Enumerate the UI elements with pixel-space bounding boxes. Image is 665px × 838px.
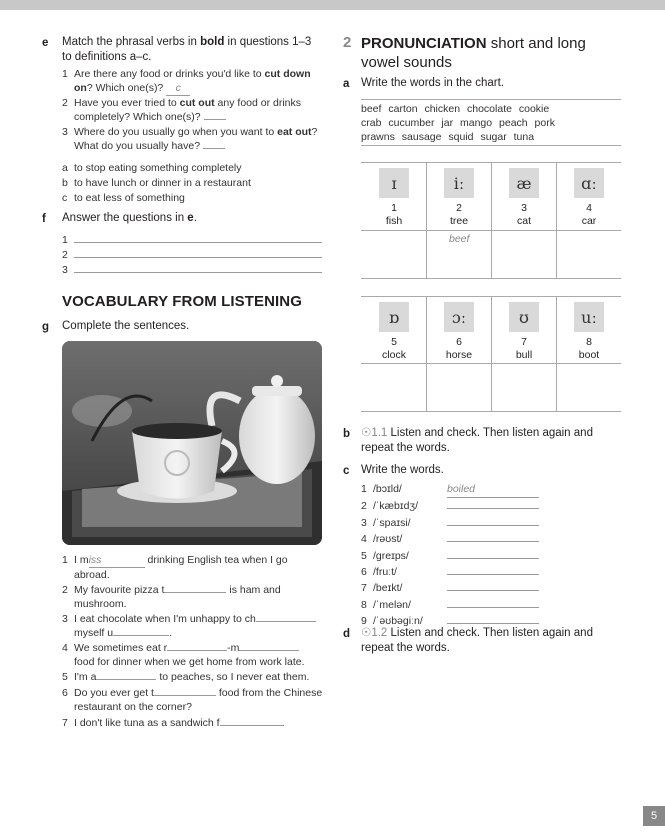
sentence-text: mushroom. (74, 598, 127, 610)
answer-blank[interactable] (203, 148, 225, 149)
horse-icon (444, 302, 474, 332)
answer-blank[interactable] (447, 580, 539, 591)
cell-word: boot (578, 349, 600, 361)
section-subtitle: vowel sounds (361, 54, 452, 71)
tree-icon (444, 168, 474, 198)
exercise-a-instruction: Write the words in the chart. (361, 77, 504, 89)
phoneme-glyph: iː (453, 173, 465, 193)
section-number: 2 (343, 34, 352, 51)
cell-number: 4 (586, 202, 592, 214)
line-number: 3 (62, 264, 68, 276)
chart-cell-3 (492, 202, 556, 228)
instruction-text: Listen and check. Then listen again and (387, 427, 593, 439)
car-icon (574, 168, 604, 198)
question-1 (62, 67, 327, 96)
track-number: 1.2 (371, 627, 388, 639)
item-number: 3 (361, 516, 367, 529)
sentence-2 (62, 583, 324, 611)
chart-cell-1 (362, 202, 426, 228)
item-number: 9 (361, 615, 367, 628)
ipa-text: /ˈmelən/ (373, 598, 411, 611)
answer-blank[interactable]: iss (89, 553, 145, 568)
clock-icon (379, 302, 409, 332)
phrasal-verb: cut down (264, 68, 311, 80)
answer-blank[interactable] (447, 498, 539, 509)
sentence-6 (62, 686, 324, 714)
word: jar (441, 117, 454, 129)
definition-text: to eat less of something (74, 192, 185, 204)
phoneme-glyph: ɑː (581, 173, 597, 193)
sentence-5 (62, 670, 324, 684)
ipa-text: /bɔɪld/ (373, 483, 402, 495)
instruction-text: . (193, 212, 197, 224)
phoneme-glyph: ɪ (391, 173, 397, 193)
chart-bottom-border (361, 278, 621, 279)
ipa-text: /beɪkt/ (373, 582, 403, 595)
ipa-text: /rəʊst/ (373, 533, 403, 546)
sentence-text: . (169, 627, 173, 639)
sentence-text: I eat chocolate when I'm unhappy to ch (74, 613, 256, 625)
phrasal-verb: on (74, 82, 87, 94)
sentence-text: myself u (74, 627, 114, 639)
question-text: Where do you usually go when you want to (74, 126, 278, 138)
sentence-number: 7 (62, 717, 68, 729)
sentence-7 (62, 716, 324, 730)
question-number: 2 (62, 97, 68, 109)
answer-line-1[interactable] (62, 232, 324, 247)
answer-blank[interactable] (447, 613, 539, 624)
exercise-f-instruction (62, 211, 197, 226)
question-text: Are there any food or drinks you'd like to (74, 68, 265, 80)
word: squid (448, 131, 474, 143)
track-number: 1.1 (371, 427, 388, 439)
teapot-illustration (62, 341, 322, 545)
item-number: 8 (361, 598, 367, 611)
question-3 (62, 125, 327, 153)
ipa-text: /greɪps/ (373, 549, 409, 562)
word: prawns (361, 131, 395, 143)
line-number: 2 (62, 249, 68, 261)
word: carton (388, 103, 418, 115)
sentence-number: 3 (62, 613, 68, 625)
sentence-text: We sometimes eat r (74, 642, 168, 654)
vocabulary-heading: VOCABULARY FROM LISTENING (62, 293, 303, 310)
sentence-text: I m (74, 554, 89, 566)
sentence-1 (62, 553, 324, 582)
instruction-text: to definitions a–c. (62, 51, 152, 63)
answer-line-2[interactable] (62, 247, 324, 262)
definition-text: to have lunch or dinner in a restaurant (74, 177, 251, 189)
section-subtitle: short and long (490, 35, 586, 52)
instruction-text: repeat the words. (361, 642, 450, 654)
line-number: 1 (62, 234, 68, 246)
ipa-item (361, 597, 551, 613)
word: chocolate (467, 103, 512, 115)
chart-bottom-border (361, 411, 621, 412)
exercise-d-instruction (361, 626, 631, 656)
word: sausage (401, 131, 442, 143)
exercise-b-label: b (343, 428, 351, 440)
answer-blank[interactable] (164, 583, 226, 593)
item-number: 5 (361, 549, 367, 562)
answer-blank[interactable] (154, 686, 216, 696)
sentence-number: 1 (62, 554, 68, 566)
phoneme-glyph: ɔː (451, 307, 467, 327)
definition-letter: a (62, 162, 68, 174)
write-line[interactable] (74, 262, 322, 273)
sentence-text: food for dinner when we get home from work late. (74, 656, 305, 668)
instruction-text: Match the phrasal verbs in (62, 36, 201, 48)
sentence-number: 5 (62, 671, 68, 683)
phoneme-glyph: æ (516, 173, 532, 193)
section-title-bold: PRONUNCIATION (361, 35, 487, 52)
exercise-c-label: c (343, 465, 350, 477)
answer-blank[interactable] (447, 597, 539, 608)
word: beef (361, 103, 382, 115)
bull-icon (509, 302, 539, 332)
item-number: 6 (361, 566, 367, 579)
cell-word: bull (515, 349, 533, 361)
ipa-text: /ˈkæbɪdʒ/ (373, 500, 419, 513)
instruction-text: Answer the questions in (62, 212, 188, 224)
ipa-item (361, 515, 551, 531)
boot-icon (574, 302, 604, 332)
chart-example-answer[interactable]: beef (449, 233, 470, 245)
teapot-photo (62, 341, 322, 545)
phoneme-glyph: ɒ (388, 307, 400, 327)
sentence-text: Do you ever get t (74, 687, 154, 699)
ipa-item (361, 531, 551, 547)
sentence-text: -m (227, 642, 240, 654)
question-number: 1 (62, 68, 68, 80)
chart-cell-7 (492, 336, 556, 362)
sentence-number: 4 (62, 642, 68, 654)
audio-icon[interactable]: ☉ (361, 427, 372, 439)
cell-word: cat (516, 215, 531, 227)
fish-icon (379, 168, 409, 198)
answer-blank[interactable] (220, 716, 282, 726)
question-text: ? (311, 126, 318, 138)
chart-cell-2 (427, 202, 491, 228)
sentence-text: I don't like tuna as a sandwich f (74, 717, 220, 729)
word: pork (534, 117, 555, 129)
word: sugar (480, 131, 507, 143)
chart-cell-4 (557, 202, 621, 228)
answer-blank[interactable] (447, 515, 539, 526)
cell-word: car (581, 215, 597, 227)
phrasal-verb: eat out (277, 126, 312, 138)
answer-blank[interactable] (96, 670, 156, 680)
ipa-list (361, 482, 551, 630)
definition-b (62, 176, 251, 190)
divider (361, 99, 621, 100)
word: crab (361, 117, 382, 129)
exercise-e-label: e (42, 37, 49, 49)
sentence-text: to peaches, so I never eat them. (156, 671, 310, 683)
sentence-text: I'm a (74, 671, 97, 683)
item-number: 4 (361, 533, 367, 546)
phrasal-verb: cut out (179, 97, 215, 109)
sentence-text: restaurant on the corner? (74, 701, 192, 713)
cell-number: 1 (391, 202, 397, 214)
sentence-number: 2 (62, 584, 68, 596)
sentence-3 (62, 612, 324, 640)
exercise-d-label: d (343, 628, 351, 640)
definition-c (62, 191, 185, 205)
exercise-b-instruction (361, 426, 631, 456)
word: mango (459, 117, 493, 129)
question-text: ? Which one(s)? (86, 82, 164, 94)
exercise-c-instruction: Write the words. (361, 464, 444, 476)
word-row-3 (361, 130, 621, 144)
definition-text: to stop eating something completely (74, 162, 242, 174)
answer-blank[interactable] (447, 548, 539, 559)
question-text: completely? Which one(s)? (74, 111, 201, 123)
instruction-text: repeat the words. (361, 442, 450, 454)
sentence-text: drinking English tea when I go (144, 554, 288, 566)
write-line[interactable] (74, 232, 322, 243)
write-line[interactable] (74, 247, 322, 258)
phoneme-glyph: uː (581, 307, 597, 327)
cell-word: horse (445, 349, 473, 361)
answer-blank[interactable] (256, 612, 316, 622)
chart-cell-5 (362, 336, 426, 362)
top-bar (0, 0, 665, 10)
word: chicken (424, 103, 461, 115)
answer-line-3[interactable] (62, 262, 324, 277)
word: tuna (513, 131, 535, 143)
word-box (361, 102, 621, 144)
question-number: 3 (62, 126, 68, 138)
sentence-text: abroad. (74, 569, 110, 581)
cell-word: clock (382, 349, 406, 361)
sentence-number: 6 (62, 687, 68, 699)
divider (361, 145, 621, 146)
ipa-text: /fruːt/ (373, 566, 397, 579)
word-row-1 (361, 102, 621, 116)
cell-number: 7 (521, 336, 527, 348)
question-text: What do you usually have? (74, 140, 201, 152)
cell-number: 2 (456, 202, 462, 214)
definition-letter: b (62, 177, 68, 189)
cat-icon (509, 168, 539, 198)
sentence-text: food from the Chinese (215, 687, 323, 699)
sentence-text: is ham and (226, 584, 281, 596)
answer-blank[interactable] (113, 626, 169, 636)
answer-blank[interactable]: boiled (447, 482, 539, 498)
instruction-text: in questions 1–3 (224, 36, 312, 48)
cell-number: 6 (456, 336, 462, 348)
question-text: any food or drinks (214, 97, 302, 109)
word: peach (499, 117, 528, 129)
sentence-text: My favourite pizza t (74, 584, 165, 596)
answer-blank[interactable] (167, 641, 227, 651)
definition-letter: c (62, 192, 68, 204)
ipa-text: /ˈəʊbəgiːn/ (373, 615, 423, 628)
audio-icon[interactable]: ☉ (361, 627, 372, 639)
word: cookie (518, 103, 550, 115)
exercise-f-label: f (42, 213, 46, 225)
answer-blank[interactable] (447, 564, 539, 575)
section-title (361, 34, 621, 72)
exercise-g-label: g (42, 321, 50, 333)
word: cucumber (388, 117, 435, 129)
instruction-bold: bold (200, 36, 225, 48)
item-number: 7 (361, 582, 367, 595)
ipa-item (361, 580, 551, 596)
word-row-2 (361, 116, 621, 130)
ipa-item (361, 482, 551, 498)
answer-blank[interactable]: c (166, 81, 190, 96)
chart-cell-6 (427, 336, 491, 362)
answer-blank[interactable] (239, 641, 299, 651)
phoneme-glyph: ʊ (519, 307, 529, 327)
exercise-e-instruction (62, 35, 327, 65)
question-2 (62, 96, 327, 124)
chart-cell-8 (557, 336, 621, 362)
cell-number: 3 (521, 202, 527, 214)
definition-a (62, 161, 242, 175)
sentence-4 (62, 641, 324, 669)
ipa-item (361, 564, 551, 580)
ipa-item (361, 548, 551, 564)
sentence-text: . (281, 717, 285, 729)
page-number: 5 (643, 806, 665, 826)
item-number: 2 (361, 500, 367, 513)
cell-word: tree (449, 215, 469, 227)
ipa-text: /ˈspaɪsi/ (373, 516, 411, 529)
item-number: 1 (361, 483, 367, 495)
instruction-text: Listen and check. Then listen again and (387, 627, 593, 639)
cell-number: 5 (391, 336, 397, 348)
answer-blank[interactable] (447, 531, 539, 542)
cell-number: 8 (586, 336, 592, 348)
exercise-a-label: a (343, 78, 350, 90)
answer-blank[interactable] (204, 119, 226, 120)
instruction-bold: e (187, 212, 194, 224)
question-text: Have you ever tried to (74, 97, 180, 109)
ipa-item (361, 498, 551, 514)
cell-word: fish (385, 215, 403, 227)
exercise-g-instruction: Complete the sentences. (62, 320, 190, 332)
